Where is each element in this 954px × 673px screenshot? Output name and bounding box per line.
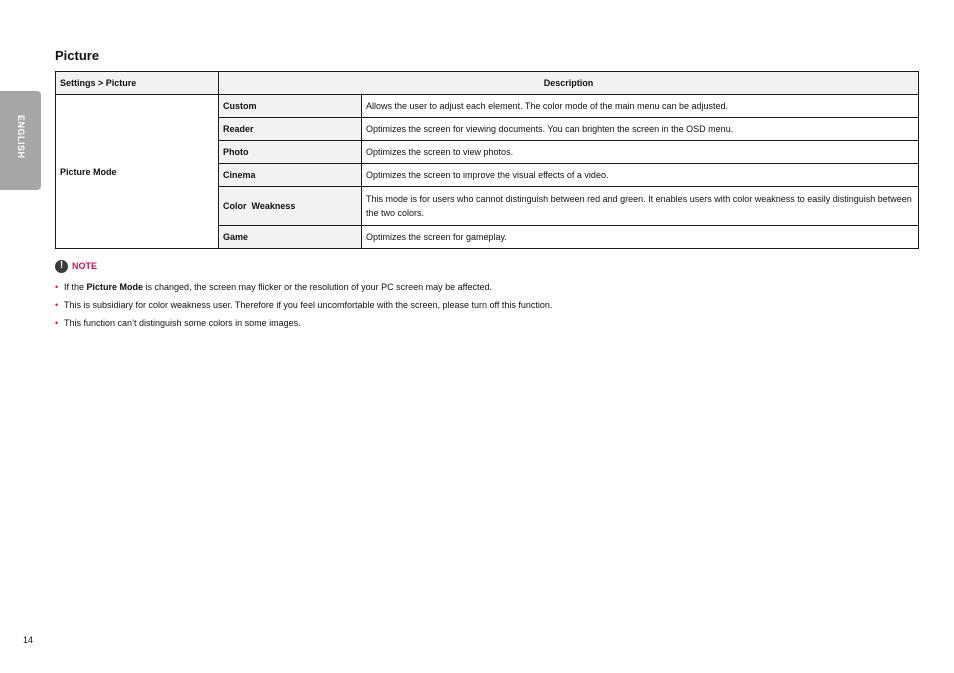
- option-name: Color Weakness: [219, 187, 362, 226]
- picture-settings-table: [55, 71, 919, 249]
- section-title: Picture: [55, 48, 100, 63]
- note-bold-term: Picture Mode: [86, 282, 144, 292]
- option-name: Custom: [219, 95, 362, 118]
- option-description: Optimizes the screen for viewing documents. You can brighten the screen in the OSD menu.: [362, 118, 919, 141]
- option-description: Allows the user to adjust each element. The color mode of the main menu can be adjusted.: [362, 95, 919, 118]
- list-item: [55, 278, 918, 296]
- list-item: [55, 314, 918, 332]
- bullet-icon: •: [55, 282, 59, 292]
- page-number: 14: [23, 635, 34, 645]
- option-description: Optimizes the screen for gameplay.: [362, 226, 919, 249]
- note-text: If the: [64, 282, 87, 292]
- option-name: Photo: [219, 141, 362, 164]
- option-name: Cinema: [219, 164, 362, 187]
- option-description: This mode is for users who cannot distinguish between red and green. It enables users with color weakness to easily distinguish between the two colors.: [362, 187, 919, 226]
- exclamation-icon: !: [55, 260, 68, 273]
- header-settings-path: Settings > Picture: [56, 72, 219, 95]
- note-list: [55, 278, 918, 332]
- table-row: [56, 95, 919, 118]
- list-item: [55, 296, 918, 314]
- option-name: Reader: [219, 118, 362, 141]
- bullet-icon: •: [55, 300, 59, 310]
- option-description: Optimizes the screen to view photos.: [362, 141, 919, 164]
- header-description: Description: [219, 72, 919, 95]
- note-label: NOTE: [72, 261, 98, 271]
- bullet-icon: •: [55, 318, 59, 328]
- note-text: This is subsidiary for color weakness user. Therefore if you feel uncomfortable with the screen, please turn off this function.: [64, 300, 553, 310]
- note-text: This function can’t distinguish some colors in some images.: [64, 318, 301, 328]
- note-section: [55, 258, 918, 332]
- option-name: Game: [219, 226, 362, 249]
- picture-mode-group-label: Picture Mode: [56, 95, 219, 249]
- language-side-tab: [0, 91, 41, 190]
- note-text: is changed, the screen may flicker or the resolution of your PC screen may be affected.: [143, 282, 493, 292]
- language-label: ENGLISH: [16, 115, 26, 159]
- note-header: [55, 258, 918, 274]
- table-header-row: [56, 72, 919, 95]
- option-description: Optimizes the screen to improve the visual effects of a video.: [362, 164, 919, 187]
